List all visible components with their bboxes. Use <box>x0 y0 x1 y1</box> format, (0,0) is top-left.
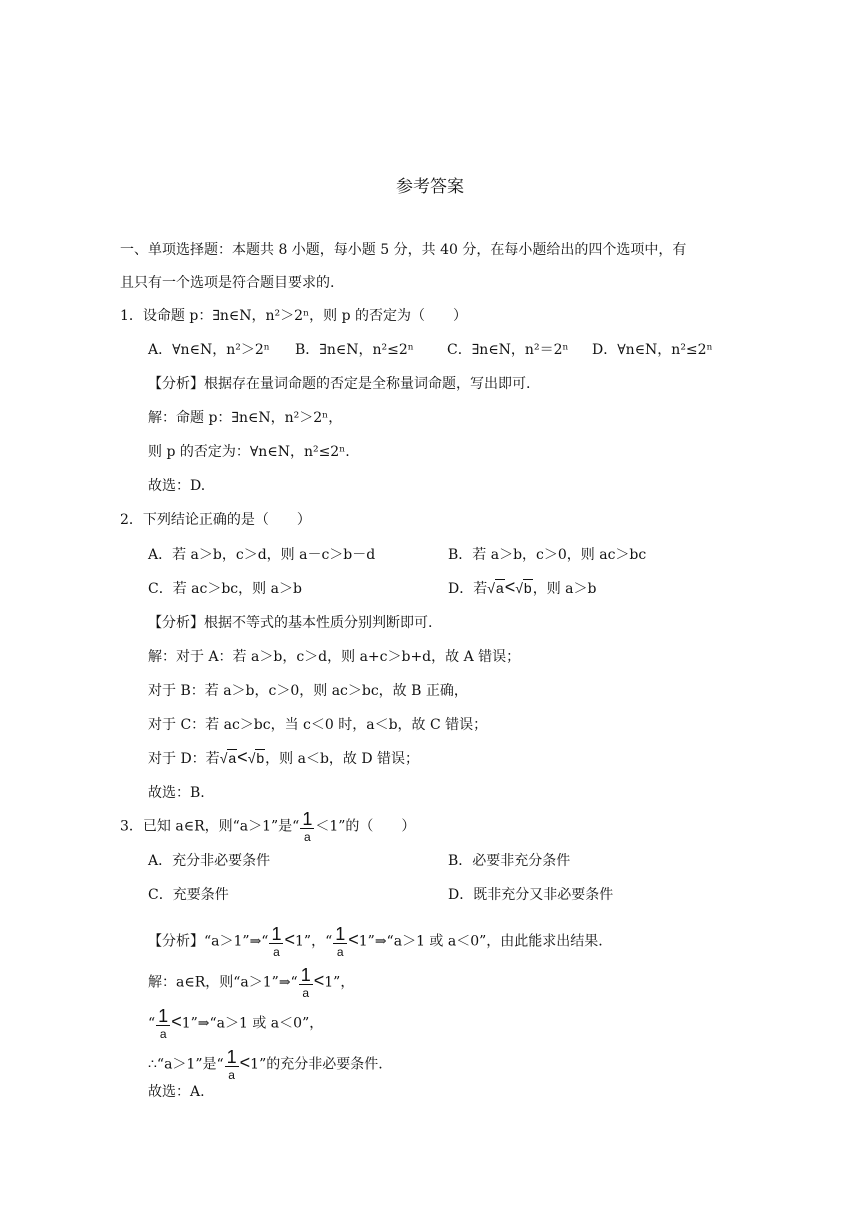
q3-option-c: C．充要条件 <box>148 887 229 903</box>
fraction-denominator: a <box>159 1027 167 1041</box>
q1-option-c: C．∃n∈N，n²＝2ⁿ <box>447 342 569 358</box>
q1-option-d: D．∀n∈N，n²≤2ⁿ <box>592 342 713 358</box>
fraction-denominator: a <box>302 986 310 1000</box>
q3-option-d: D．既非充分又非必要条件 <box>448 887 614 903</box>
q3-analysis-middle: 1”，“ <box>295 933 333 950</box>
q3-sol1-suffix: 1”， <box>324 974 355 991</box>
q3-stem-prefix: 3．已知 a∈R，则“a＞1”是“ <box>120 818 300 835</box>
less-than-symbol: < <box>284 929 295 950</box>
sqrt-a-radicand: a <box>228 750 237 766</box>
q2-sol4-prefix: 对于 D：若 <box>148 751 220 767</box>
less-than-symbol: < <box>348 929 359 950</box>
sqrt-a-radicand: a <box>495 580 504 596</box>
q3-analysis <box>148 925 603 958</box>
q2-answer: 故选：B. <box>148 785 205 801</box>
q1-solution-line1: 解：命题 p：∃n∈N，n²＞2ⁿ， <box>148 410 343 426</box>
q3-analysis-suffix: 1”⇒“a＞1 或 a＜0”，由此能求出结果. <box>358 933 603 950</box>
fraction-one-over-a <box>299 966 313 999</box>
sqrt-b-symbol: √b <box>247 750 265 766</box>
fraction-denominator: a <box>273 945 280 959</box>
fraction-numerator: 1 <box>302 809 313 829</box>
less-than-symbol: < <box>237 747 248 767</box>
less-than-symbol: < <box>504 577 516 597</box>
q2-sol4-suffix: ，则 a＜b，故 D 错误； <box>265 751 420 767</box>
less-than-symbol: < <box>239 1052 251 1073</box>
section-heading-line2: 且只有一个选项是符合题目要求的. <box>120 275 335 291</box>
q2-stem: 2．下列结论正确的是（ ） <box>120 512 311 528</box>
fraction-numerator: 1 <box>226 1047 237 1067</box>
q1-analysis: 【分析】根据存在量词命题的否定是全称量词命题，写出即可. <box>148 376 531 392</box>
fraction-one-over-a <box>333 925 347 958</box>
q3-sol3-suffix: 1”的充分非必要条件. <box>250 1056 383 1073</box>
q3-analysis-prefix: 【分析】“a＞1”⇒“ <box>148 933 269 950</box>
fraction-one-over-a <box>269 925 283 958</box>
q3-sol3-prefix: ∴“a＞1”是“ <box>148 1056 224 1073</box>
page-title: 参考答案 <box>396 177 464 197</box>
q2-analysis: 【分析】根据不等式的基本性质分别判断即可. <box>148 615 433 631</box>
section-heading-line1: 一、单项选择题：本题共 8 小题，每小题 5 分，共 40 分，在每小题给出的四个选项中，有 <box>120 242 687 258</box>
fraction-numerator: 1 <box>271 924 282 944</box>
sqrt-a-symbol: √a <box>487 580 504 596</box>
q3-stem-suffix: ＜1”的（ ） <box>315 818 416 835</box>
q2-option-a: A．若 a＞b，c＞d，则 a－c＞b－d <box>148 547 376 563</box>
q3-sol1-prefix: 解：a∈R，则“a＞1”⇒“ <box>148 974 298 991</box>
q2-option-c: C．若 ac＞bc，则 a＞b <box>148 581 302 597</box>
q2-solution-line1: 解：对于 A：若 a＞b，c＞d，则 a+c＞b+d，故 A 错误； <box>148 649 521 665</box>
q3-solution-line3 <box>148 1048 383 1081</box>
fraction-one-over-a <box>156 1007 170 1040</box>
q2-solution-line4 <box>148 747 419 769</box>
q3-solution-line1 <box>148 966 354 999</box>
sqrt-b-radicand: b <box>256 750 265 766</box>
sqrt-a-symbol: √a <box>219 750 237 766</box>
fraction-one-over-a <box>300 810 314 843</box>
q3-option-b: B．必要非充分条件 <box>448 853 571 869</box>
fraction-numerator: 1 <box>158 1006 169 1026</box>
fraction-numerator: 1 <box>300 965 311 985</box>
q3-sol2-suffix: 1”⇒“a＞1 或 a＜0”， <box>181 1015 324 1032</box>
q3-sol2-prefix: “ <box>148 1015 156 1032</box>
q2-option-d-suffix: ，则 a＞b <box>532 581 597 597</box>
sqrt-b-symbol: √b <box>515 580 532 596</box>
q2-option-d-prefix: D．若 <box>448 581 488 597</box>
q1-answer: 故选：D. <box>148 478 206 494</box>
q1-stem: 1．设命题 p：∃n∈N，n²＞2ⁿ，则 p 的否定为（ ） <box>120 308 467 324</box>
q2-option-d <box>448 577 596 599</box>
q3-solution-line2 <box>148 1007 323 1040</box>
q3-option-a: A．充分非必要条件 <box>148 853 271 869</box>
less-than-symbol: < <box>313 970 325 991</box>
q1-solution-line2: 则 p 的否定为：∀n∈N，n²≤2ⁿ. <box>148 444 350 460</box>
fraction-denominator: a <box>336 945 344 959</box>
less-than-symbol: < <box>171 1011 182 1032</box>
fraction-denominator: a <box>228 1068 235 1082</box>
q3-stem <box>120 810 415 843</box>
fraction-one-over-a <box>225 1048 239 1081</box>
q2-solution-line3: 对于 C：若 ac＞bc，当 c＜0 时，a＜b，故 C 错误； <box>148 717 488 733</box>
q1-option-a: A．∀n∈N，n²＞2ⁿ <box>148 342 270 358</box>
fraction-numerator: 1 <box>335 924 346 944</box>
q3-answer: 故选：A. <box>148 1084 205 1100</box>
q1-option-b: B．∃n∈N，n²≤2ⁿ <box>295 342 414 358</box>
q2-solution-line2: 对于 B：若 a＞b，c＞0，则 ac＞bc，故 B 正确， <box>148 683 468 699</box>
q2-option-b: B．若 a＞b，c＞0，则 ac＞bc <box>448 547 647 563</box>
fraction-denominator: a <box>304 830 311 844</box>
sqrt-b-radicand: b <box>523 580 532 596</box>
